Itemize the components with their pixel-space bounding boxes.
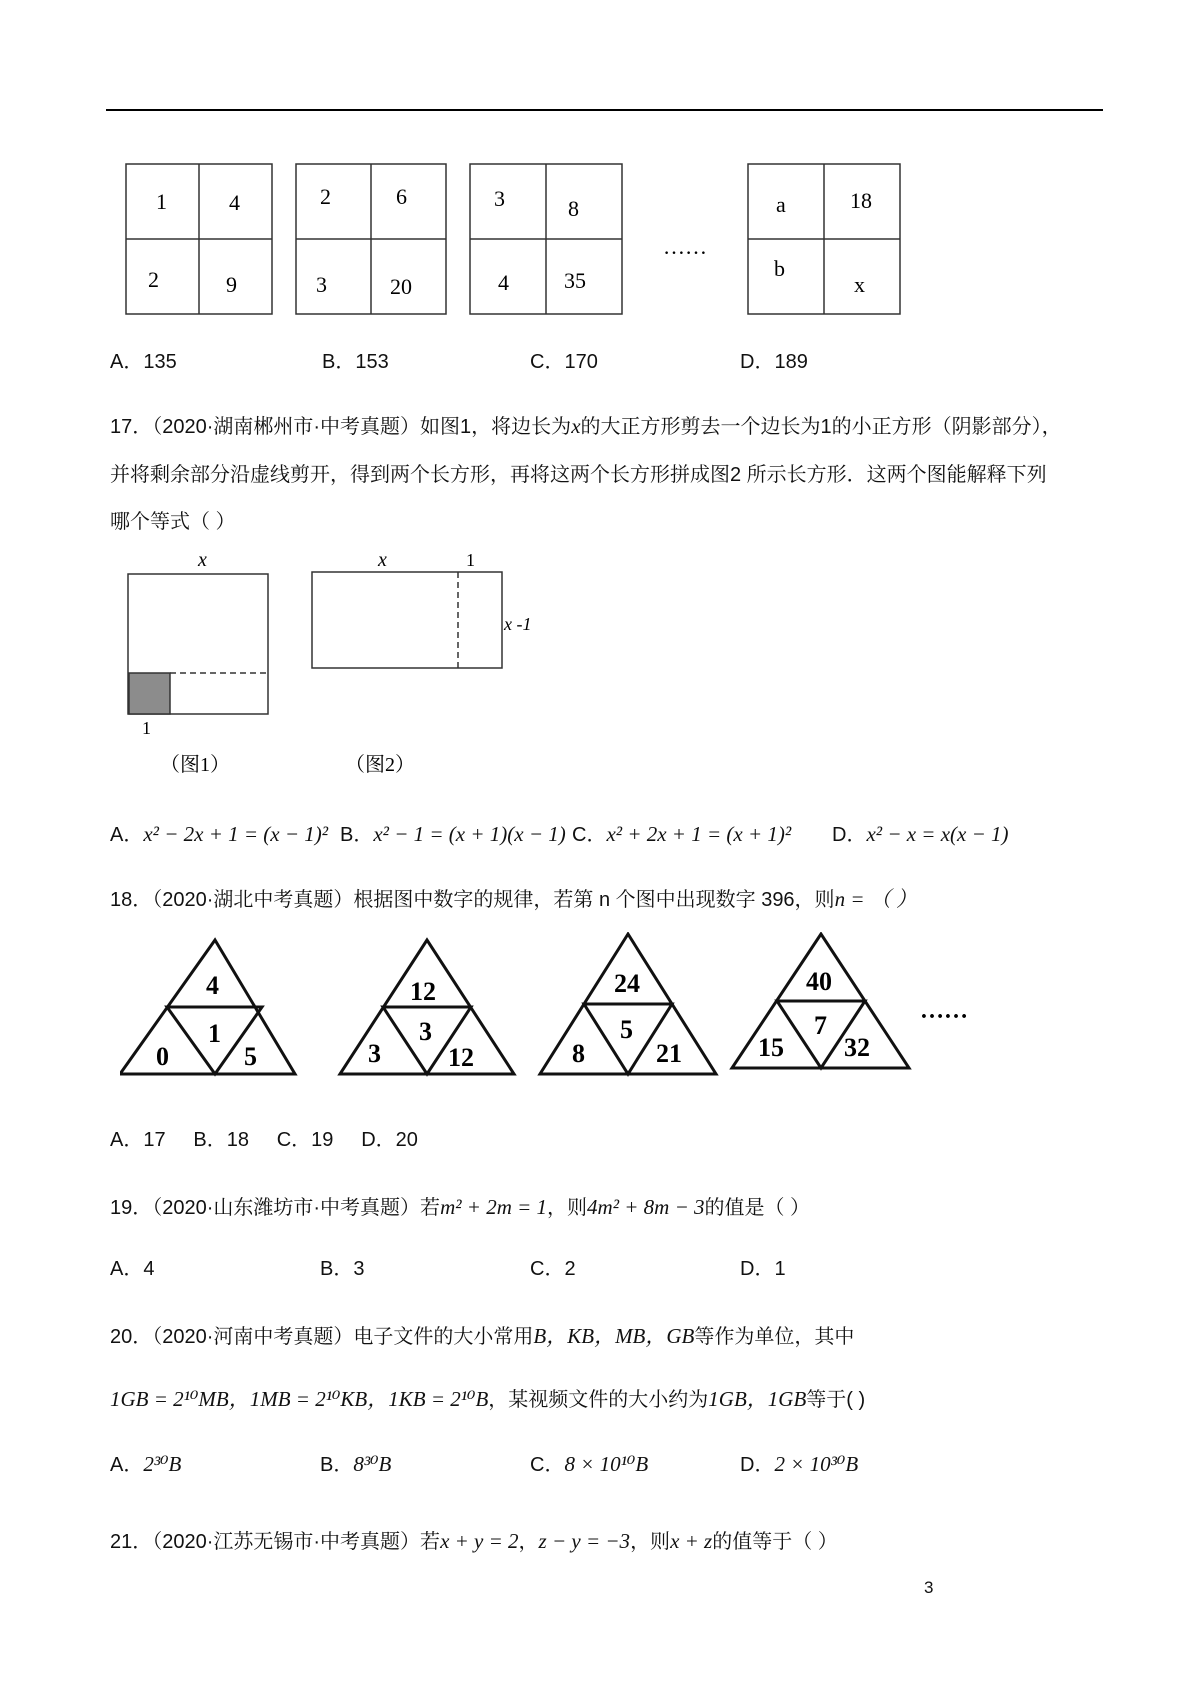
q16-option-a[interactable]: A．135: [110, 351, 177, 373]
header-rule: [106, 109, 1103, 111]
q17-figure-1: [128, 549, 268, 776]
q17-option-b[interactable]: B．x² − 1 = (x + 1)(x − 1): [340, 822, 566, 846]
fig2-top-right-label: 1: [466, 550, 475, 570]
grid-1-cell-1: 4: [229, 190, 240, 215]
fig1-caption: （图1）: [160, 754, 230, 776]
grid-1: [126, 164, 272, 314]
fig1-top-label: x: [198, 549, 207, 571]
triangle-2-top: 12: [410, 977, 436, 1006]
grid-2-cell-0: 2: [320, 184, 331, 209]
q20-option-a[interactable]: A．2³⁰B: [110, 1452, 182, 1476]
q19-option-b[interactable]: B．3: [320, 1258, 365, 1280]
grid-4-cell-0: a: [776, 192, 786, 217]
fig2-caption: （图2）: [345, 754, 415, 776]
triangle-4-top: 40: [806, 967, 832, 996]
triangle-4: [732, 934, 909, 1068]
grid-2-cell-1: 6: [396, 184, 407, 209]
q19-option-a[interactable]: A．4: [110, 1258, 155, 1280]
triangle-2-right: 12: [448, 1043, 474, 1072]
triangle-3-mid: 5: [620, 1015, 633, 1044]
q20-question-line-1: 20．（2020·河南中考真题）电子文件的大小常用B，KB，MB，GB等作为单位，其中: [110, 1324, 855, 1348]
triangle-1-top: 4: [206, 971, 219, 1000]
grid-ellipsis: ……: [663, 234, 707, 259]
q17-line-3: 哪个等式（ ）: [110, 511, 236, 533]
grid-3-cell-1: 8: [568, 196, 579, 221]
grid-1-cell-0: 1: [156, 189, 167, 214]
q19-option-d[interactable]: D．1: [740, 1258, 786, 1280]
grid-3-cell-0: 3: [494, 186, 505, 211]
triangle-1-left: 0: [156, 1042, 169, 1071]
triangle-1-right: 5: [244, 1042, 257, 1071]
grid-3: [470, 164, 622, 314]
q16-grid-figures: [118, 158, 918, 323]
grid-4-cell-2: b: [774, 256, 785, 281]
triangle-4-right: 32: [844, 1033, 870, 1062]
grid-2-cell-3: 20: [390, 274, 412, 299]
triangle-4-left: 15: [758, 1033, 784, 1062]
q17-line-2: 并将剩余部分沿虚线剪开，得到两个长方形，再将这两个长方形拼成图2 所示长方形．这两个图能解释下列: [110, 464, 1047, 486]
q18-triangles: [120, 932, 1000, 1082]
triangle-3-left: 8: [572, 1039, 585, 1068]
q21-question: 21．（2020·江苏无锡市·中考真题）若x + y = 2，z − y = −3，则x + z的值等于（ ）: [110, 1529, 838, 1553]
q17-line-1: 17．（2020·湖南郴州市·中考真题）如图1，将边长为x的大正方形剪去一个边长为1的小正方形（阴影部分），: [110, 414, 1062, 438]
q17-figure-2: [312, 549, 531, 776]
grid-2-cell-2: 3: [316, 272, 327, 297]
triangle-2-mid: 3: [419, 1017, 432, 1046]
triangle-4-mid: 7: [814, 1011, 827, 1040]
triangle-ellipsis: ……: [920, 998, 968, 1024]
grid-3-cell-3: 35: [564, 268, 586, 293]
q16-option-b[interactable]: B．153: [322, 351, 389, 373]
fig2-side-label: x -1: [504, 614, 532, 634]
triangle-1: [120, 940, 295, 1074]
triangle-3: [540, 934, 716, 1074]
q17-option-c[interactable]: C．x² + 2x + 1 = (x + 1)²: [572, 822, 792, 846]
q19-option-c[interactable]: C．2: [530, 1258, 576, 1280]
triangle-2-left: 3: [368, 1039, 381, 1068]
q17-option-d[interactable]: D．x² − x = x(x − 1): [832, 822, 1009, 846]
q16-option-c[interactable]: C．170: [530, 351, 598, 373]
q18-question: 18．（2020·湖北中考真题）根据图中数字的规律，若第 n 个图中出现数字 396，则n = （ ）: [110, 887, 917, 911]
grid-4-cell-3: x: [854, 272, 865, 297]
triangle-3-top: 24: [614, 969, 640, 998]
q17-option-a[interactable]: A．x² − 2x + 1 = (x − 1)²: [110, 822, 329, 846]
page-number: 3: [924, 1578, 934, 1597]
triangle-1-mid: 1: [208, 1019, 221, 1048]
grid-1-cell-3: 9: [226, 272, 237, 297]
q19-question: 19．（2020·山东潍坊市·中考真题）若m² + 2m = 1，则4m² + 8m − 3的值是（ ）: [110, 1195, 811, 1219]
q18-options[interactable]: A．17 B．18 C．19 D．20: [110, 1129, 418, 1151]
grid-1-cell-2: 2: [148, 267, 159, 292]
q20-option-b[interactable]: B．8³⁰B: [320, 1452, 392, 1476]
q20-option-d[interactable]: D．2 × 10³⁰B: [740, 1452, 859, 1476]
grid-4: [748, 164, 900, 314]
q17-figures: [120, 548, 560, 778]
q20-question-line-2: 1GB = 2¹⁰MB，1MB = 2¹⁰KB，1KB = 2¹⁰B，某视频文件的大小约为1GB，1GB等于( ): [110, 1387, 866, 1411]
triangle-3-right: 21: [656, 1039, 682, 1068]
fig1-bottom-label: 1: [142, 718, 151, 738]
fig2-top-label: x: [378, 549, 387, 571]
grid-2: [296, 164, 446, 314]
q20-option-c[interactable]: C．8 × 10¹⁰B: [530, 1452, 649, 1476]
triangle-2: [340, 940, 514, 1074]
grid-3-cell-2: 4: [498, 270, 509, 295]
grid-4-cell-1: 18: [850, 188, 872, 213]
q16-option-d[interactable]: D．189: [740, 351, 808, 373]
